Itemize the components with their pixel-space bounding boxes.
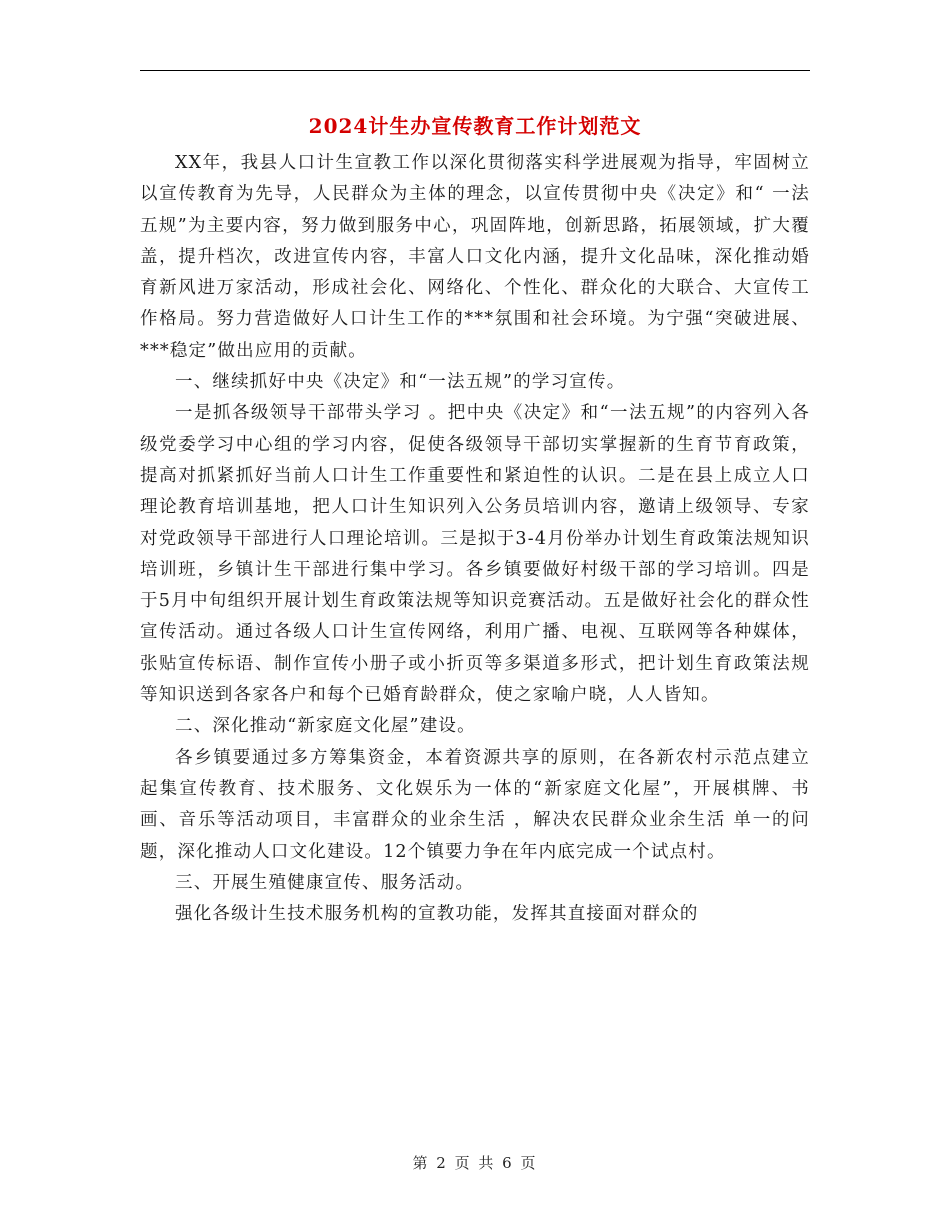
paragraph-intro: XX年，我县人口计生宣教工作以深化贯彻落实科学进展观为指导，牢固树立以宣传教育为先导，人民群众为主体的理念，以宣传贯彻中央《决定》和“ 一法五规”为主要内容，努力做到服务中心，巩固阵地，创新思路，拓展领域，扩大覆盖，提升档次，改进宣传内容，丰富人口文化内涵，提升文化品味，深化推动婚育新风进万家活动，形成社会化、网络化、个性化、群众化的大联合、大宣传工作格局。努力营造做好人口计生工作的***氛围和社会环境。为宁强“突破进展、***稳定”做出应用的贡献。	[140, 153, 810, 361]
document-title: 2024计生办宣传教育工作计划范文	[308, 114, 642, 138]
section-heading-1: 一、继续抓好中央《决定》和“一法五规”的学习宣传。	[175, 372, 626, 393]
page-number-footer: 第 2 页 共 6 页	[412, 1154, 538, 1172]
document-body	[140, 148, 810, 930]
paragraph-section-3: 强化各级计生技术服务机构的宣教功能，发挥其直接面对群众的	[175, 904, 699, 925]
section-heading-2: 二、深化推动“新家庭文化屋”建设。	[175, 716, 476, 737]
paragraph-section-1: 一是抓各级领导干部带头学习 。把中央《决定》和“一法五规”的内容列入各级党委学习中心组的学习内容，促使各级领导干部切实掌握新的生育节育政策，提高对抓紧抓好当前人口计生工作重要性和紧迫性的认识。二是在县上成立人口理论教育培训基地，把人口计生知识列入公务员培训内容，邀请上级领导、专家对党政领导干部进行人口理论培训。三是拟于3-4月份举办计划生育政策法规知识培训班，乡镇计生干部进行集中学习。各乡镇要做好村级干部的学习培训。四是于5月中旬组织开展计划生育政策法规等知识竞赛活动。五是做好社会化的群众性宣传活动。通过各级人口计生宣传网络，利用广播、电视、互联网等各种媒体，张贴宣传标语、制作宣传小册子或小折页等多渠道多形式，把计划生育政策法规等知识送到各家各户和每个已婚育龄群众，使之家喻户晓，人人皆知。	[140, 403, 810, 706]
section-heading-3: 三、开展生殖健康宣传、服务活动。	[175, 872, 475, 893]
header-rule	[140, 70, 810, 71]
paragraph-section-2: 各乡镇要通过多方筹集资金，本着资源共享的原则，在各新农村示范点建立起集宣传教育、技术服务、文化娱乐为一体的“新家庭文化屋”，开展棋牌、书画、音乐等活动项目，丰富群众的业余生活 ，解决农民群众业余生活 单一的问题，深化推动人口文化建设。12个镇要力争在年内底完成一个试点村。	[140, 747, 810, 862]
